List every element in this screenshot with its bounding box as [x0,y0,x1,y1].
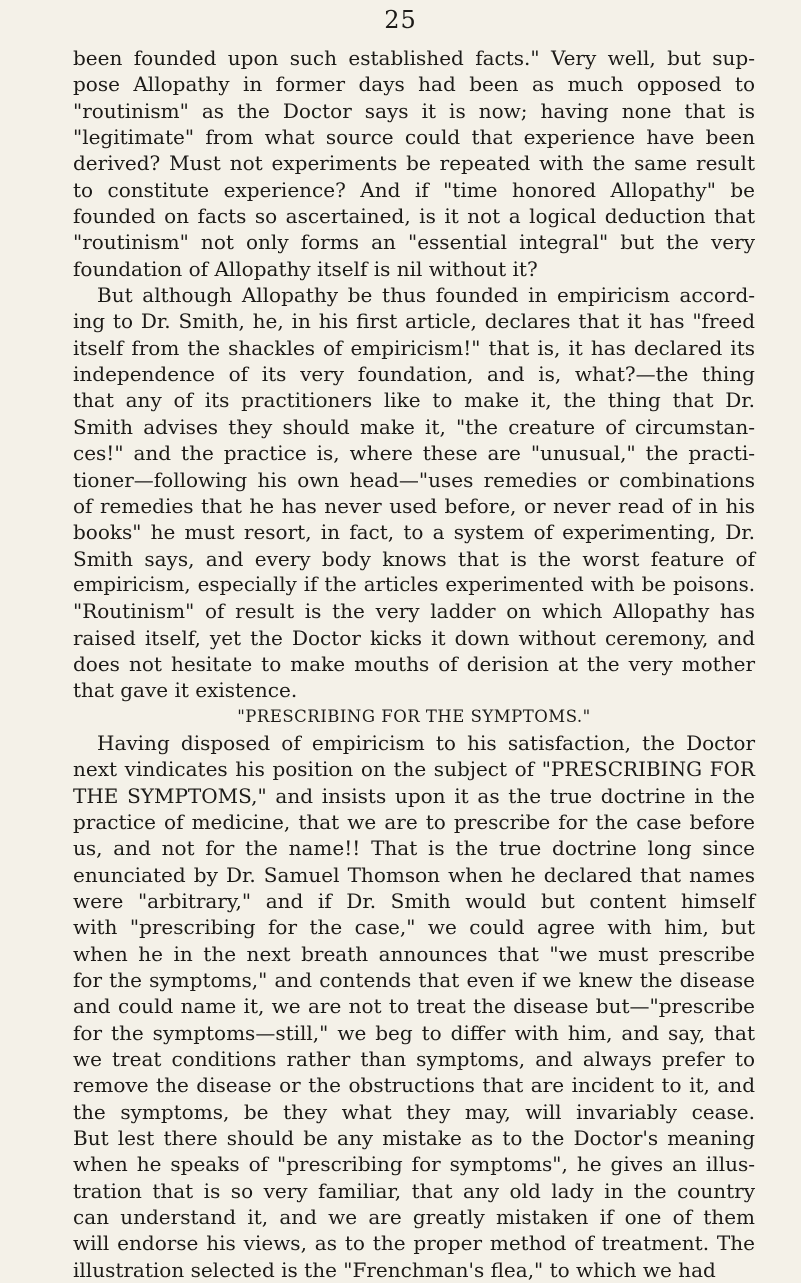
text-line: that gave it existence. [73,678,298,703]
text-line: "routinism" not only forms an "essential integral" but the very [73,230,755,255]
text-line: THE SYMPTOMS," and insists upon it as the true doctrine in the [73,783,755,808]
text-line: us, and not for the name!! That is the true doctrine long since [73,836,755,861]
text-line: of remedies that he has never used before, or never read of in his [73,493,755,518]
text-line: for the symptoms—still," we beg to differ with him, and say, that [73,1020,755,1045]
text-line: can understand it, and we are greatly mistaken if one of them [73,1205,755,1230]
text-line: Having disposed of empiricism to his satisfaction, the Doctor [97,730,755,755]
text-line: itself from the shackles of empiricism!" that is, it has declared its [73,335,755,360]
text-line: books" he must resort, in fact, to a system of experimenting, Dr. [73,520,755,545]
text-line: ing to Dr. Smith, he, in his first article, declares that it has "freed [73,309,755,334]
text-line: that any of its practitioners like to make it, the thing that Dr. [73,388,755,413]
text-line: pose Allopathy in former days had been as much opposed to [73,72,755,97]
text-line: does not hesitate to make mouths of derision at the very mother [73,651,755,676]
text-line: were "arbitrary," and if Dr. Smith would but content himself [73,889,755,913]
section-heading: "PRESCRIBING FOR THE SYMPTOMS." [237,706,591,726]
text-line: foundation of Allopathy itself is nil without it? [73,256,538,281]
text-line: empiricism, especially if the articles experimented with be poisons. [73,572,755,596]
text-line: Smith says, and every body knows that is the worst feature of [73,546,755,571]
text-line: with "prescribing for the case," we could agree with him, but [73,915,755,940]
text-line: ces!" and the practice is, where these are "unusual," the practi- [73,441,755,466]
text-line: and could name it, we are not to treat the disease but—"prescribe [73,994,755,1019]
text-line: practice of medicine, that we are to prescribe for the case before [73,809,755,834]
text-line: tration that is so very familiar, that any old lady in the country [73,1178,755,1203]
text-line: "Routinism" of result is the very ladder on which Allopathy has [73,599,755,624]
text-line: But lest there should be any mistake as to the Doctor's meaning [73,1126,755,1151]
text-line: next vindicates his position on the subject of "PRESCRIBING FOR [73,757,755,782]
text-line: will endorse his views, as to the proper method of treatment. The [73,1231,755,1256]
text-line: we treat conditions rather than symptoms, and always prefer to [73,1047,755,1072]
text-line: been founded upon such established facts." Very well, but sup- [73,46,755,70]
text-line: raised itself, yet the Doctor kicks it down without ceremony, and [73,625,755,650]
text-line: "legitimate" from what source could that experience have been [73,125,755,150]
text-line: to constitute experience? And if "time honored Allopathy" be [73,177,755,202]
text-line: founded on facts so ascertained, is it not a logical deduction that [73,204,755,229]
body-text [73,45,755,1283]
text-line: remove the disease or the obstructions that are incident to it, and [73,1073,755,1098]
text-line: the symptoms, be they what they may, will invariably cease. [73,1099,755,1124]
text-line: illustration selected is the "Frenchman's flea," to which we had [73,1257,716,1282]
text-line: "routinism" as the Doctor says it is now; having none that is [73,98,755,123]
page-number: 25 [384,6,417,34]
text-line: Smith advises they should make it, "the creature of circumstan- [73,414,755,439]
text-line: derived? Must not experiments be repeated with the same result [73,151,755,176]
text-line: when he in the next breath announces that "we must prescribe [73,941,755,966]
text-line: tioner—following his own head—"uses remedies or combinations [73,467,755,492]
text-line: for the symptoms," and contends that even if we knew the disease [73,968,755,993]
text-line: when he speaks of "prescribing for symptoms", he gives an illus- [73,1152,755,1177]
text-line: enunciated by Dr. Samuel Thomson when he declared that names [73,862,755,887]
text-line: But although Allopathy be thus founded in empiricism accord- [97,283,755,308]
text-line: independence of its very foundation, and is, what?—the thing [73,362,755,387]
